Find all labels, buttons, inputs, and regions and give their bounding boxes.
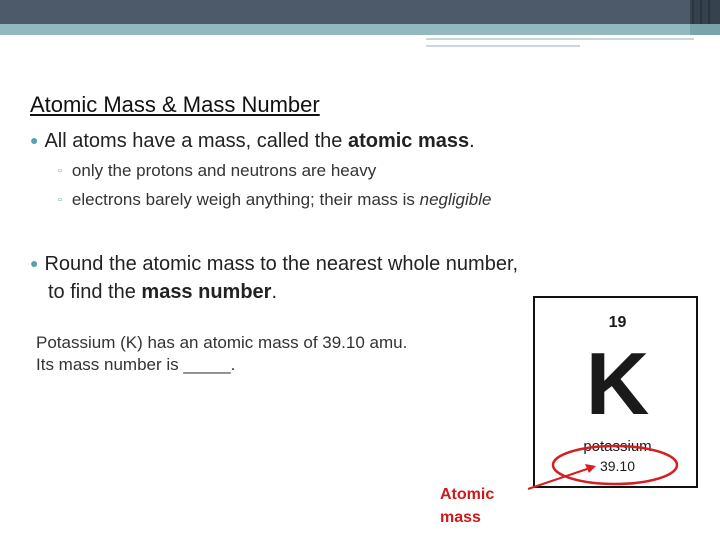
question-line: Potassium (K) has an atomic mass of 39.10 amu. xyxy=(36,333,408,352)
atomic-mass-label-line: mass xyxy=(440,509,481,526)
sub-bullet-text: only the protons and neutrons are heavy xyxy=(71,161,377,180)
bullet-dot: ● xyxy=(30,255,39,271)
annotation-arrow xyxy=(528,468,590,489)
bullet-bold: atomic mass xyxy=(347,130,470,152)
sub-bullet-italic: negligible xyxy=(419,190,492,209)
bullet-text: All atoms have a mass, called the xyxy=(44,130,348,152)
bullet-text: Round the atomic mass to the nearest whole number, xyxy=(44,253,519,275)
bullet-dot: ● xyxy=(30,132,39,148)
bullet-end: . xyxy=(469,130,475,152)
atomic-number: 19 xyxy=(608,314,627,331)
sub-bullet-text: electrons barely weigh anything; their mass is xyxy=(71,190,420,209)
bullet-end: . xyxy=(271,281,278,303)
element-name: potassium xyxy=(583,438,652,455)
bullet-text: to find the xyxy=(48,281,142,303)
mass-highlight-ellipse xyxy=(553,446,677,484)
element-atomic-mass: 39.10 xyxy=(599,458,636,474)
question-line: Its mass number is _____. xyxy=(36,355,236,374)
bullet-bold: mass number xyxy=(141,281,272,303)
sub-bullet-marker: ▫ xyxy=(58,165,62,177)
atomic-mass-label-line: Atomic xyxy=(440,486,495,503)
atomic-mass-label xyxy=(440,483,520,529)
slide-title: Atomic Mass & Mass Number xyxy=(30,92,320,117)
element-symbol: K xyxy=(585,334,650,433)
sub-bullet-marker: ▫ xyxy=(58,194,62,206)
